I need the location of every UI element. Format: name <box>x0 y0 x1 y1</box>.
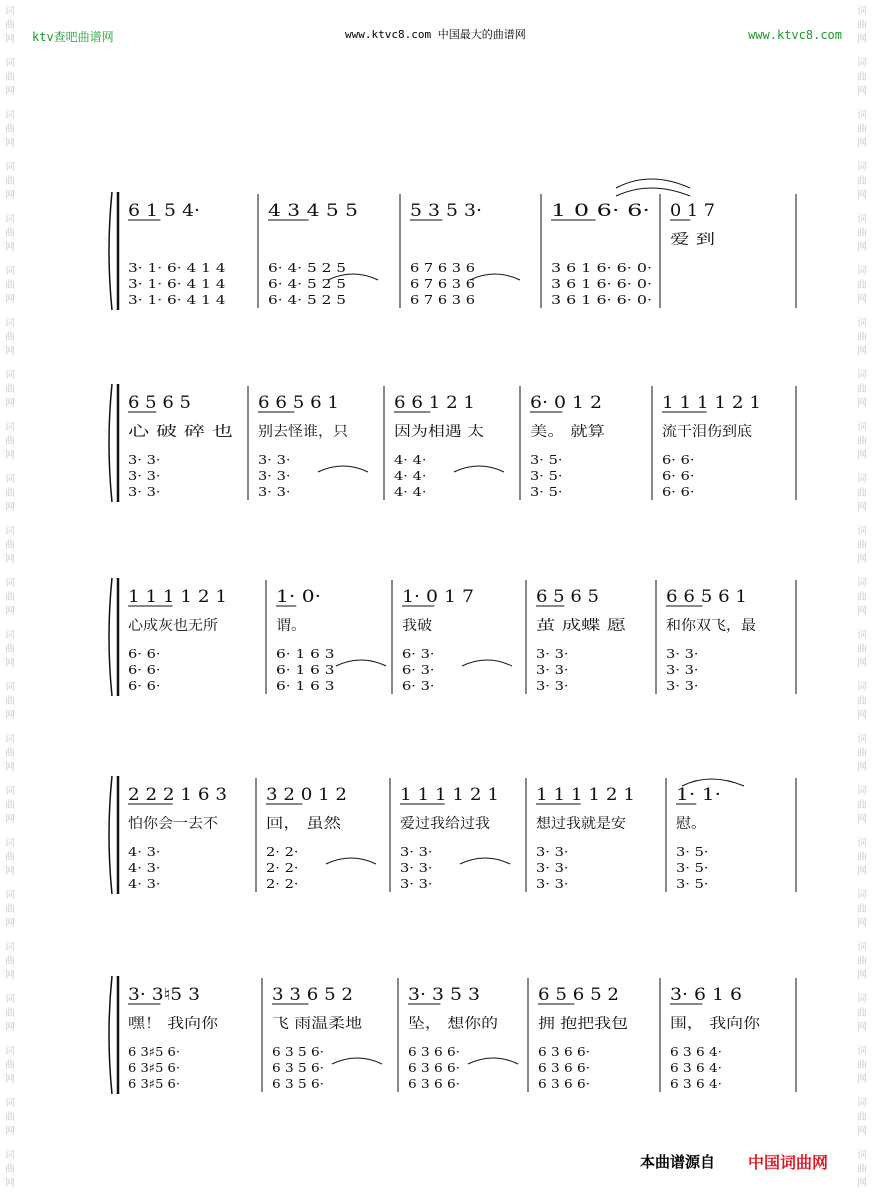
lyric-measure: 飞 雨温柔地 <box>272 1016 347 1032</box>
watermark-glyph: 网 <box>857 346 867 357</box>
accompaniment-upper: 3· 5· <box>530 453 563 467</box>
watermark-glyph: 词 <box>5 786 15 797</box>
accompaniment-lower: 4· 3· <box>128 877 161 891</box>
watermark-glyph: 网 <box>857 34 867 45</box>
watermark-glyph: 曲 <box>5 124 15 135</box>
watermark-glyph: 词 <box>5 474 15 485</box>
watermark-glyph: 词 <box>5 1098 15 1109</box>
watermark-glyph: 曲 <box>5 176 15 187</box>
watermark-glyph: 词 <box>5 630 15 641</box>
watermark-glyph: 词 <box>857 422 867 433</box>
melody-measure: 3· 6 1 6 <box>670 985 742 1005</box>
watermark-glyph: 词 <box>5 682 15 693</box>
watermark-glyph: 网 <box>857 606 867 617</box>
watermark-glyph: 曲 <box>5 1060 15 1071</box>
accompaniment-upper: 3· 5· <box>676 845 709 859</box>
watermark-glyph: 曲 <box>857 1112 867 1123</box>
watermark-glyph: 词 <box>857 786 867 797</box>
melody-measure: 6 1 5 4· <box>128 201 200 221</box>
slur-arc <box>470 274 520 280</box>
lyric-measure: 慰。 <box>676 816 706 832</box>
system-bracket <box>109 776 112 894</box>
watermark-glyph: 曲 <box>857 1060 867 1071</box>
accompaniment-lower: 2· 2· <box>266 877 299 891</box>
accompaniment-upper: 3· 3· <box>536 647 569 661</box>
accompaniment-upper: 4· 4· <box>394 453 427 467</box>
accompaniment-lower: 6· 4· 5 2 5 <box>268 293 346 307</box>
watermark-glyph: 词 <box>857 578 867 589</box>
watermark-glyph: 曲 <box>5 1008 15 1019</box>
watermark-glyph: 词 <box>857 162 867 173</box>
watermark-glyph: 网 <box>857 1074 867 1085</box>
accompaniment-middle: 3· 5· <box>530 469 563 483</box>
watermark-glyph: 网 <box>5 190 15 201</box>
watermark-glyph: 网 <box>857 190 867 201</box>
tie-arc <box>616 188 690 196</box>
watermark-glyph: 曲 <box>857 956 867 967</box>
melody-measure: 0 1 7 <box>670 201 715 221</box>
watermark-glyph: 词 <box>857 734 867 745</box>
footer-source-label: 本曲谱源自 <box>640 1153 716 1171</box>
melody-measure: 2 2 2 1 6 3 <box>128 785 227 805</box>
accompaniment-lower: 3· 3· <box>666 679 699 693</box>
watermark-glyph: 词 <box>857 994 867 1005</box>
watermark-glyph: 词 <box>5 1150 15 1161</box>
watermark-glyph: 曲 <box>857 696 867 707</box>
watermark-glyph: 曲 <box>857 540 867 551</box>
accompaniment-middle: 3· 3· <box>536 861 569 875</box>
accompaniment-lower: 3· 3· <box>536 679 569 693</box>
accompaniment-lower: 3· 3· <box>128 485 161 499</box>
watermark-glyph: 曲 <box>5 800 15 811</box>
melody-measure: 5 3 5 3· <box>410 201 482 221</box>
accompaniment-middle: 6· 6· <box>662 469 695 483</box>
accompaniment-middle: 6 3 6 6· <box>408 1061 460 1075</box>
watermark-glyph: 网 <box>857 86 867 97</box>
lyric-measure: 因为相遇 太 <box>394 424 469 440</box>
accompaniment-lower: 6 7 6 3 6 <box>410 293 475 307</box>
watermark-glyph: 曲 <box>5 1112 15 1123</box>
accompaniment-middle: 3· 3· <box>258 469 291 483</box>
accompaniment-lower: 3· 3· <box>258 485 291 499</box>
watermark-glyph: 词 <box>857 266 867 277</box>
accompaniment-upper: 6 3 5 6· <box>272 1045 324 1059</box>
accompaniment-lower: 3· 1· 6· 4 1 4 <box>128 293 226 307</box>
accompaniment-lower: 6· 6· <box>662 485 695 499</box>
watermark-glyph: 曲 <box>5 228 15 239</box>
tie-arc <box>616 179 690 188</box>
accompaniment-lower: 6· 1 6 3 <box>276 679 335 693</box>
accompaniment-middle: 3· 3· <box>128 469 161 483</box>
accompaniment-middle: 6 3♯5 6· <box>128 1061 180 1075</box>
accompaniment-upper: 6· 1 6 3 <box>276 647 335 661</box>
accompaniment-lower: 6 3 5 6· <box>272 1077 324 1091</box>
watermark-glyph: 曲 <box>5 384 15 395</box>
watermark-glyph: 词 <box>857 526 867 537</box>
watermark-glyph: 网 <box>857 1126 867 1137</box>
accompaniment-middle: 3· 5· <box>676 861 709 875</box>
lyric-measure: 拥 抱把我包 <box>538 1016 613 1032</box>
accompaniment-lower: 3· 5· <box>676 877 709 891</box>
watermark-glyph: 词 <box>5 266 15 277</box>
watermark-glyph: 曲 <box>5 592 15 603</box>
lyric-measure: 心 破 碎 也 <box>128 424 198 440</box>
accompaniment-upper: 3· 3· <box>666 647 699 661</box>
accompaniment-upper: 6 7 6 3 6 <box>410 261 475 275</box>
watermark-glyph: 词 <box>5 422 15 433</box>
accompaniment-upper: 6 3♯5 6· <box>128 1045 180 1059</box>
accompaniment-lower: 6 3♯5 6· <box>128 1077 180 1091</box>
watermark-glyph: 网 <box>5 1126 15 1137</box>
watermark-glyph: 曲 <box>5 644 15 655</box>
lyric-measure: 美。 就算 <box>530 424 605 440</box>
watermark-glyph: 词 <box>5 890 15 901</box>
watermark-glyph: 曲 <box>5 280 15 291</box>
accompaniment-lower: 3· 5· <box>530 485 563 499</box>
accompaniment-middle: 6 3 5 6· <box>272 1061 324 1075</box>
watermark-glyph: 词 <box>5 370 15 381</box>
watermark-glyph: 词 <box>857 890 867 901</box>
slur-arc <box>468 1058 518 1064</box>
watermark-glyph: 词 <box>857 214 867 225</box>
accompaniment-upper: 2· 2· <box>266 845 299 859</box>
slur-arc <box>454 466 504 472</box>
melody-measure: 6 5 6 5 <box>536 587 599 607</box>
watermark-glyph: 网 <box>5 970 15 981</box>
lyric-measure: 茧 成蝶 愿 <box>536 618 601 634</box>
header-left-site[interactable]: ktv查吧曲谱网 <box>32 30 114 44</box>
watermark-glyph: 网 <box>5 762 15 773</box>
system-bracket <box>109 578 112 696</box>
watermark-glyph: 网 <box>857 138 867 149</box>
watermark-glyph: 网 <box>857 918 867 929</box>
accompaniment-lower: 3· 3· <box>400 877 433 891</box>
footer-source-site[interactable]: 中国词曲网 <box>748 1153 829 1172</box>
melody-measure: 1 1 1 1 2 1 <box>662 393 761 413</box>
watermark-glyph: 网 <box>5 34 15 45</box>
watermark-glyph: 词 <box>5 734 15 745</box>
watermark-glyph: 曲 <box>5 748 15 759</box>
watermark-glyph: 曲 <box>857 332 867 343</box>
watermark-glyph: 网 <box>5 814 15 825</box>
watermark-glyph: 网 <box>857 1178 867 1189</box>
accompaniment-middle: 4· 4· <box>394 469 427 483</box>
watermark-glyph: 曲 <box>857 852 867 863</box>
watermark-glyph: 词 <box>5 318 15 329</box>
watermark-glyph: 网 <box>5 710 15 721</box>
slur-arc <box>460 858 510 864</box>
watermark-glyph: 词 <box>857 1150 867 1161</box>
accompaniment-lower: 6 3 6 6· <box>538 1077 590 1091</box>
watermark-glyph: 网 <box>857 242 867 253</box>
watermark-glyph: 曲 <box>857 176 867 187</box>
melody-measure: 1· 0· <box>276 587 321 607</box>
watermark-glyph: 网 <box>5 1178 15 1189</box>
system-bracket <box>109 976 112 1094</box>
watermark-glyph: 网 <box>857 970 867 981</box>
watermark-glyph: 词 <box>857 838 867 849</box>
watermark-glyph: 曲 <box>857 592 867 603</box>
watermark-glyph: 曲 <box>857 124 867 135</box>
slur-arc <box>462 660 512 666</box>
accompaniment-upper: 6 3 6 4· <box>670 1045 722 1059</box>
accompaniment-upper: 3· 3· <box>536 845 569 859</box>
watermark-glyph: 网 <box>5 658 15 669</box>
watermark-glyph: 词 <box>5 1046 15 1057</box>
accompaniment-upper: 6· 3· <box>402 647 435 661</box>
watermark-glyph: 词 <box>857 682 867 693</box>
watermark-glyph: 词 <box>5 214 15 225</box>
watermark-glyph: 曲 <box>5 436 15 447</box>
accompaniment-middle: 2· 2· <box>266 861 299 875</box>
accompaniment-lower: 6· 3· <box>402 679 435 693</box>
watermark-glyph: 词 <box>857 630 867 641</box>
lyric-measure: 和你双飞，最 <box>666 618 756 634</box>
watermark-glyph: 网 <box>5 242 15 253</box>
watermark-glyph: 词 <box>5 942 15 953</box>
watermark-glyph: 网 <box>857 1022 867 1033</box>
slur-arc <box>326 858 376 864</box>
watermark-glyph: 词 <box>857 110 867 121</box>
watermark-glyph: 词 <box>857 318 867 329</box>
accompaniment-upper: 3· 1· 6· 4 1 4 <box>128 261 226 275</box>
lyric-measure: 嘿！ 我向你 <box>128 1016 220 1032</box>
watermark-glyph: 网 <box>5 1022 15 1033</box>
melody-measure: 1 0 6· 6· <box>551 201 650 221</box>
melody-measure: 6 6 1 2 1 <box>394 393 475 413</box>
watermark-glyph: 词 <box>5 578 15 589</box>
watermark-glyph: 网 <box>5 398 15 409</box>
watermark-glyph: 曲 <box>5 904 15 915</box>
system-bracket <box>109 192 112 310</box>
lyric-measure: 爱 到 <box>670 232 715 248</box>
watermark-glyph: 网 <box>5 346 15 357</box>
watermark-glyph: 曲 <box>5 72 15 83</box>
melody-measure: 6 6 5 6 1 <box>258 393 339 413</box>
watermark-glyph: 词 <box>857 370 867 381</box>
watermark-glyph: 网 <box>5 554 15 565</box>
watermark-glyph: 词 <box>857 6 867 17</box>
watermark-glyph: 曲 <box>857 748 867 759</box>
melody-measure: 6· 0 1 2 <box>530 393 602 413</box>
watermark-glyph: 曲 <box>857 904 867 915</box>
watermark-glyph: 词 <box>5 838 15 849</box>
lyric-measure: 别去怪谁，只 <box>258 424 342 440</box>
accompaniment-lower: 6 3 6 6· <box>408 1077 460 1091</box>
melody-measure: 3 2 0 1 2 <box>266 785 347 805</box>
lyric-measure: 想过我就是安 <box>536 816 620 832</box>
watermark-glyph: 曲 <box>857 800 867 811</box>
lyric-measure: 回， 虽然 <box>266 816 343 832</box>
accompaniment-upper: 6· 6· <box>662 453 695 467</box>
watermark-glyph: 曲 <box>5 332 15 343</box>
watermark-glyph: 曲 <box>857 436 867 447</box>
accompaniment-middle: 6· 6· <box>128 663 161 677</box>
watermark-glyph: 词 <box>5 526 15 537</box>
watermark-glyph: 曲 <box>857 384 867 395</box>
accompaniment-middle: 3· 3· <box>666 663 699 677</box>
watermark-glyph: 网 <box>857 814 867 825</box>
melody-measure: 6 6 5 6 1 <box>666 587 747 607</box>
watermark-glyph: 曲 <box>5 696 15 707</box>
watermark-glyph: 网 <box>857 450 867 461</box>
watermark-glyph: 曲 <box>857 280 867 291</box>
accompaniment-upper: 3 6 1 6· 6· 0· <box>551 261 652 275</box>
melody-measure: 1 1 1 1 2 1 <box>400 785 499 805</box>
watermark-glyph: 词 <box>857 58 867 69</box>
watermark-glyph: 曲 <box>857 228 867 239</box>
melody-measure: 4 3 4 5 5 <box>268 201 358 221</box>
system-bracket <box>109 384 112 502</box>
watermark-glyph: 词 <box>5 994 15 1005</box>
accompaniment-middle: 3· 3· <box>536 663 569 677</box>
watermark-glyph: 网 <box>5 294 15 305</box>
melody-measure: 1· 1· <box>676 785 721 805</box>
melody-measure: 6 5 6 5 <box>128 393 191 413</box>
lyric-measure: 爱过我给过我 <box>400 816 490 832</box>
watermark-glyph: 网 <box>857 710 867 721</box>
watermark-glyph: 曲 <box>5 540 15 551</box>
watermark-glyph: 网 <box>5 450 15 461</box>
accompaniment-lower: 3 6 1 6· 6· 0· <box>551 293 652 307</box>
accompaniment-lower: 6 3 6 4· <box>670 1077 722 1091</box>
watermark-glyph: 曲 <box>857 20 867 31</box>
watermark-glyph: 曲 <box>857 644 867 655</box>
watermark-glyph: 网 <box>5 1074 15 1085</box>
watermark-glyph: 词 <box>857 474 867 485</box>
watermark-glyph: 曲 <box>5 20 15 31</box>
watermark-glyph: 词 <box>5 6 15 17</box>
accompaniment-upper: 6· 4· 5 2 5 <box>268 261 346 275</box>
accompaniment-lower: 4· 4· <box>394 485 427 499</box>
watermark-glyph: 网 <box>5 918 15 929</box>
lyric-measure: 谓。 <box>276 618 306 634</box>
watermark-glyph: 词 <box>857 942 867 953</box>
watermark-glyph: 词 <box>857 1046 867 1057</box>
lyric-measure: 我破 <box>402 618 432 634</box>
watermark-glyph: 网 <box>857 658 867 669</box>
accompaniment-upper: 6 3 6 6· <box>538 1045 590 1059</box>
lyric-measure: 围， 我向你 <box>670 1016 762 1032</box>
accompaniment-lower: 6· 6· <box>128 679 161 693</box>
watermark-glyph: 曲 <box>857 488 867 499</box>
accompaniment-middle: 6 3 6 4· <box>670 1061 722 1075</box>
watermark-glyph: 曲 <box>5 852 15 863</box>
header-right-site[interactable]: www.ktvc8.com <box>748 28 842 42</box>
accompaniment-middle: 4· 3· <box>128 861 161 875</box>
accompaniment-middle: 6· 1 6 3 <box>276 663 335 677</box>
accompaniment-upper: 6· 6· <box>128 647 161 661</box>
accompaniment-middle: 6· 3· <box>402 663 435 677</box>
watermark-glyph: 曲 <box>857 1008 867 1019</box>
lyric-measure: 坠， 想你的 <box>408 1016 483 1032</box>
melody-measure: 1 1 1 1 2 1 <box>128 587 227 607</box>
watermark-glyph: 网 <box>857 294 867 305</box>
lyric-measure: 心成灰也无所 <box>128 618 212 634</box>
accompaniment-middle: 6 3 6 6· <box>538 1061 590 1075</box>
watermark-glyph: 词 <box>5 58 15 69</box>
watermark-glyph: 词 <box>857 1098 867 1109</box>
watermark-glyph: 词 <box>5 162 15 173</box>
watermark-glyph: 网 <box>857 554 867 565</box>
watermark-glyph: 网 <box>5 606 15 617</box>
accompaniment-middle: 3· 1· 6· 4 1 4 <box>128 277 226 291</box>
watermark-glyph: 网 <box>5 138 15 149</box>
melody-measure: 1 1 1 1 2 1 <box>536 785 635 805</box>
accompaniment-upper: 6 3 6 6· <box>408 1045 460 1059</box>
watermark-glyph: 网 <box>857 398 867 409</box>
watermark-glyph: 网 <box>857 866 867 877</box>
melody-measure: 1· 0 1 7 <box>402 587 474 607</box>
watermark-glyph: 词 <box>5 110 15 121</box>
slur-arc <box>336 660 386 666</box>
melody-measure: 3· 3 5 3 <box>408 985 480 1005</box>
watermark-glyph: 网 <box>857 762 867 773</box>
watermark-glyph: 网 <box>5 86 15 97</box>
accompaniment-lower: 3· 3· <box>536 877 569 891</box>
watermark-glyph: 网 <box>5 866 15 877</box>
watermark-glyph: 曲 <box>857 72 867 83</box>
accompaniment-upper: 3· 3· <box>400 845 433 859</box>
accompaniment-upper: 4· 3· <box>128 845 161 859</box>
lyric-measure: 怕你会一去不 <box>128 816 212 832</box>
melody-measure: 6 5 6 5 2 <box>538 985 619 1005</box>
header-center-site[interactable]: www.ktvc8.com 中国最大的曲谱网 <box>345 28 526 41</box>
accompaniment-upper: 3· 3· <box>258 453 291 467</box>
melody-measure: 3· 3♮5 3 <box>128 985 200 1005</box>
accompaniment-upper: 3· 3· <box>128 453 161 467</box>
watermark-glyph: 曲 <box>5 1164 15 1175</box>
accompaniment-middle: 6 7 6 3 6 <box>410 277 475 291</box>
watermark-glyph: 网 <box>857 502 867 513</box>
slur-arc <box>332 1058 382 1064</box>
accompaniment-middle: 3· 3· <box>400 861 433 875</box>
slur-arc <box>318 466 368 472</box>
accompaniment-middle: 3 6 1 6· 6· 0· <box>551 277 652 291</box>
watermark-glyph: 曲 <box>5 488 15 499</box>
watermark-glyph: 曲 <box>857 1164 867 1175</box>
lyric-measure: 流干泪伤到底 <box>662 424 746 440</box>
melody-measure: 3 3 6 5 2 <box>272 985 353 1005</box>
watermark-glyph: 曲 <box>5 956 15 967</box>
watermark-glyph: 网 <box>5 502 15 513</box>
accompaniment-middle: 6· 4· 5 2 5 <box>268 277 346 291</box>
